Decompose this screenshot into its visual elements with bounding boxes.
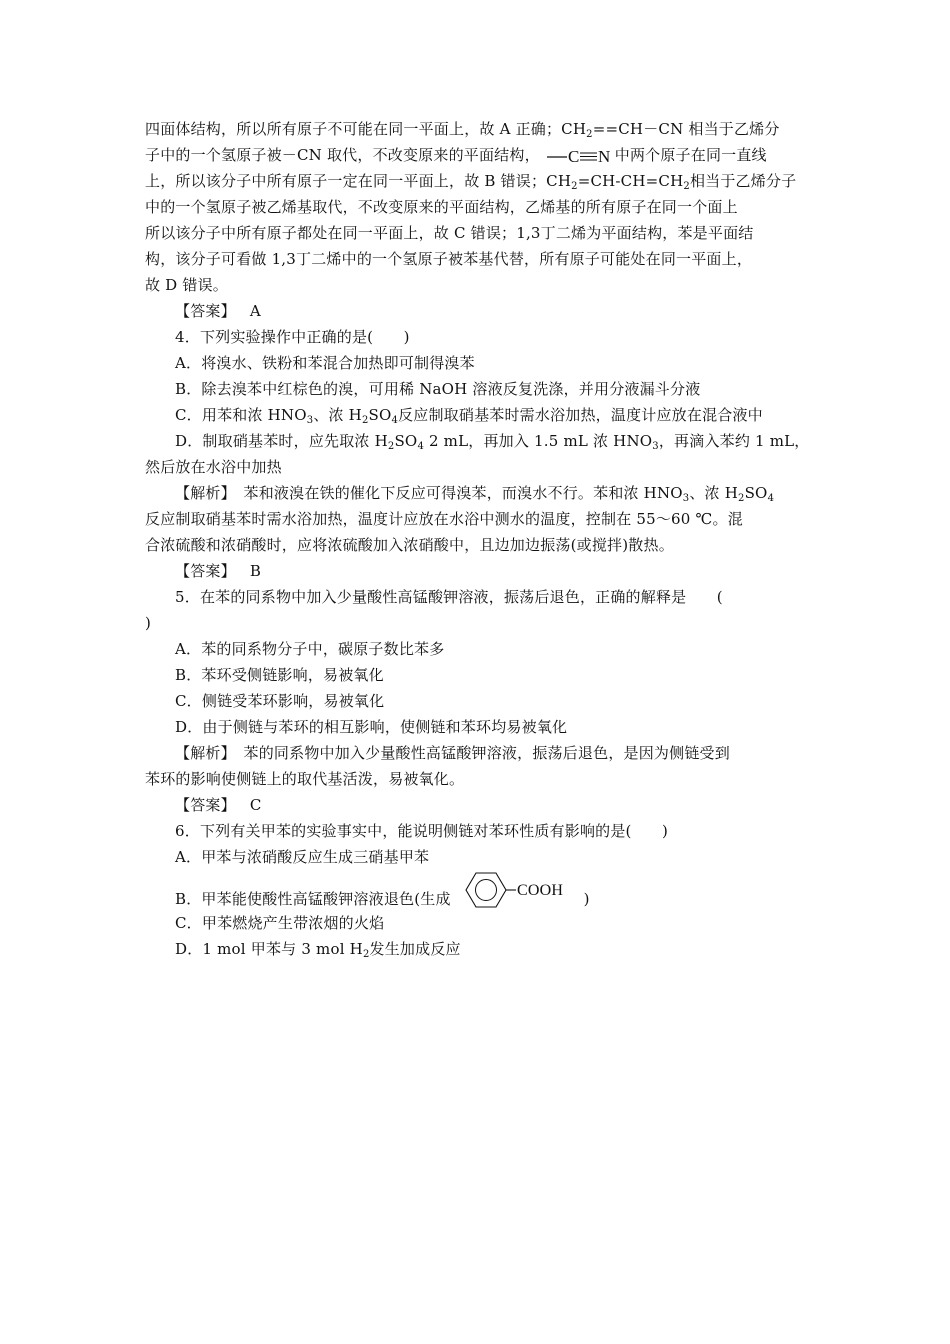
subscript: 3 bbox=[306, 415, 314, 426]
text: B．除去溴苯中红棕色的溴，可用稀 NaOH 溶液反复洗涤，并用分液漏斗分液 bbox=[175, 380, 701, 398]
text: 然后放在水浴中加热 bbox=[145, 458, 282, 476]
subscript: 3 bbox=[682, 493, 690, 504]
analysis-tag: 【解析】 bbox=[175, 484, 229, 502]
option-b bbox=[145, 662, 821, 688]
answer-value: C bbox=[249, 796, 262, 814]
text-line bbox=[145, 272, 821, 298]
option-d bbox=[145, 714, 821, 740]
analysis-line bbox=[145, 740, 821, 766]
text: 中两个原子在同一直线 bbox=[614, 146, 767, 164]
option-c bbox=[145, 910, 821, 936]
text: A．将溴水、铁粉和苯混合加热即可制得溴苯 bbox=[175, 354, 475, 372]
subscript: 2 bbox=[738, 493, 745, 504]
text-line bbox=[145, 454, 821, 480]
text: 相当于乙烯分子 bbox=[689, 172, 797, 190]
text: 苯和液溴在铁的催化下反应可得溴苯，而溴水不行。苯和浓 HNO bbox=[243, 484, 683, 502]
question-stem bbox=[145, 584, 821, 610]
cooh-label: COOH bbox=[516, 882, 563, 899]
text: 中的一个氢原子被乙烯基取代，不改变原来的平面结构，乙烯基的所有原子在同一个面上 bbox=[145, 198, 738, 216]
text: 苯的同系物中加入少量酸性高锰酸钾溶液，振荡后退色，是因为侧链受到 bbox=[243, 744, 730, 762]
subscript: 2 bbox=[387, 441, 395, 452]
subscript: 4 bbox=[417, 441, 424, 452]
text: ) bbox=[583, 890, 590, 908]
subscript: 4 bbox=[767, 493, 775, 504]
text: 所以该分子中所有原子都处在同一平面上，故 C 错误；1,3丁二烯为平面结构，苯是平面结 bbox=[145, 224, 754, 242]
option-a bbox=[145, 844, 821, 870]
answer-value: A bbox=[249, 302, 261, 320]
text: A．苯的同系物分子中，碳原子数比苯多 bbox=[175, 640, 445, 658]
option-b bbox=[145, 376, 821, 402]
text: B．苯环受侧链影响，易被氧化 bbox=[175, 666, 384, 684]
question-stem bbox=[145, 818, 821, 844]
text-line bbox=[145, 116, 821, 142]
text-line bbox=[145, 532, 821, 558]
text: 、浓 H bbox=[689, 484, 739, 502]
answer-value: B bbox=[249, 562, 262, 580]
answer-line bbox=[145, 298, 821, 324]
text: 发生加成反应 bbox=[369, 940, 461, 958]
text-line bbox=[145, 220, 821, 246]
option-d bbox=[145, 936, 821, 962]
answer-line bbox=[145, 558, 821, 584]
subscript: 2 bbox=[683, 181, 690, 192]
text: C．侧链受苯环影响，易被氧化 bbox=[175, 692, 385, 710]
text-line bbox=[145, 506, 821, 532]
text: 苯环的影响使侧链上的取代基活泼，易被氧化。 bbox=[145, 770, 465, 788]
text: 上，所以该分子中所有原子一定在同一平面上，故 B 错误；CH bbox=[145, 172, 572, 190]
text-line bbox=[145, 168, 821, 194]
answer-tag: 【答案】 bbox=[175, 302, 236, 320]
carbon-label: C bbox=[567, 147, 580, 166]
answer-tag: 【答案】 bbox=[175, 796, 236, 814]
text: 构，该分子可看做 1,3丁二烯中的一个氢原子被苯基代替，所有原子可能处在同一平面上， bbox=[145, 250, 753, 268]
text: =CH-CH=CH bbox=[577, 172, 684, 190]
text: SO bbox=[744, 484, 768, 502]
analysis-line bbox=[145, 480, 821, 506]
text: D．由于侧链与苯环的相互影响，使侧链和苯环均易被氧化 bbox=[175, 718, 568, 736]
text: A．甲苯与浓硝酸反应生成三硝基甲苯 bbox=[175, 848, 430, 866]
option-c bbox=[145, 688, 821, 714]
text: D．制取硝基苯时，应先取浓 H bbox=[175, 432, 388, 450]
text: 故 D 错误。 bbox=[145, 276, 228, 294]
text: 反应制取硝基苯时需水浴加热，温度计应放在水浴中测水的温度，控制在 55～60 ℃。混 bbox=[145, 510, 743, 528]
text-line bbox=[145, 142, 821, 168]
text: ) bbox=[145, 614, 152, 632]
text: 4．下列实验操作中正确的是( ) bbox=[175, 328, 410, 346]
text: 合浓硫酸和浓硝酸时，应将浓硫酸加入浓硝酸中，且边加边振荡(或搅拌)散热。 bbox=[145, 536, 674, 554]
text: 子中的一个氢原子被－CN 取代，不改变原来的平面结构， bbox=[145, 146, 540, 164]
text: SO bbox=[394, 432, 418, 450]
text: 6．下列有关甲苯的实验事实中，能说明侧链对苯环性质有影响的是( ) bbox=[175, 822, 669, 840]
text: 5．在苯的同系物中加入少量酸性高锰酸钾溶液，振荡后退色，正确的解释是 ( bbox=[175, 588, 723, 606]
answer-line bbox=[145, 792, 821, 818]
text: 2 mL，再加入 1.5 mL 浓 HNO bbox=[424, 432, 653, 450]
subscript: 2 bbox=[586, 129, 593, 140]
subscript: 2 bbox=[361, 415, 369, 426]
subscript: 2 bbox=[362, 949, 370, 960]
analysis-tag: 【解析】 bbox=[175, 744, 229, 762]
text: B．甲苯能使酸性高锰酸钾溶液退色(生成 bbox=[175, 890, 451, 908]
text-line bbox=[145, 610, 821, 636]
text: SO bbox=[368, 406, 392, 424]
option-c bbox=[145, 402, 821, 428]
option-a bbox=[145, 636, 821, 662]
subscript: 3 bbox=[652, 441, 659, 452]
subscript: 2 bbox=[571, 181, 578, 192]
text: 四面体结构，所以所有原子不可能在同一平面上，故 A 正确；CH bbox=[145, 120, 587, 138]
document-page bbox=[145, 116, 821, 962]
text: C．甲苯燃烧产生带浓烟的火焰 bbox=[175, 914, 385, 932]
option-d bbox=[145, 428, 821, 454]
text-line bbox=[145, 194, 821, 220]
option-b bbox=[145, 870, 821, 910]
text-line bbox=[145, 246, 821, 272]
benzoic-acid-structure bbox=[456, 870, 584, 910]
text: ==CH－CN 相当于乙烯分 bbox=[592, 120, 780, 138]
option-a bbox=[145, 350, 821, 376]
text: C．用苯和浓 HNO bbox=[175, 406, 307, 424]
text: 、浓 H bbox=[313, 406, 362, 424]
text-line bbox=[145, 766, 821, 792]
nitrogen-label: N bbox=[597, 147, 611, 166]
answer-tag: 【答案】 bbox=[175, 562, 236, 580]
question-stem bbox=[145, 324, 821, 350]
text: 反应制取硝基苯时需水浴加热，温度计应放在混合液中 bbox=[398, 406, 763, 424]
subscript: 4 bbox=[391, 415, 399, 426]
cyano-group-structure bbox=[545, 143, 615, 169]
text: ，再滴入苯约 1 mL， bbox=[658, 432, 810, 450]
text: D．1 mol 甲苯与 3 mol H bbox=[175, 940, 363, 958]
